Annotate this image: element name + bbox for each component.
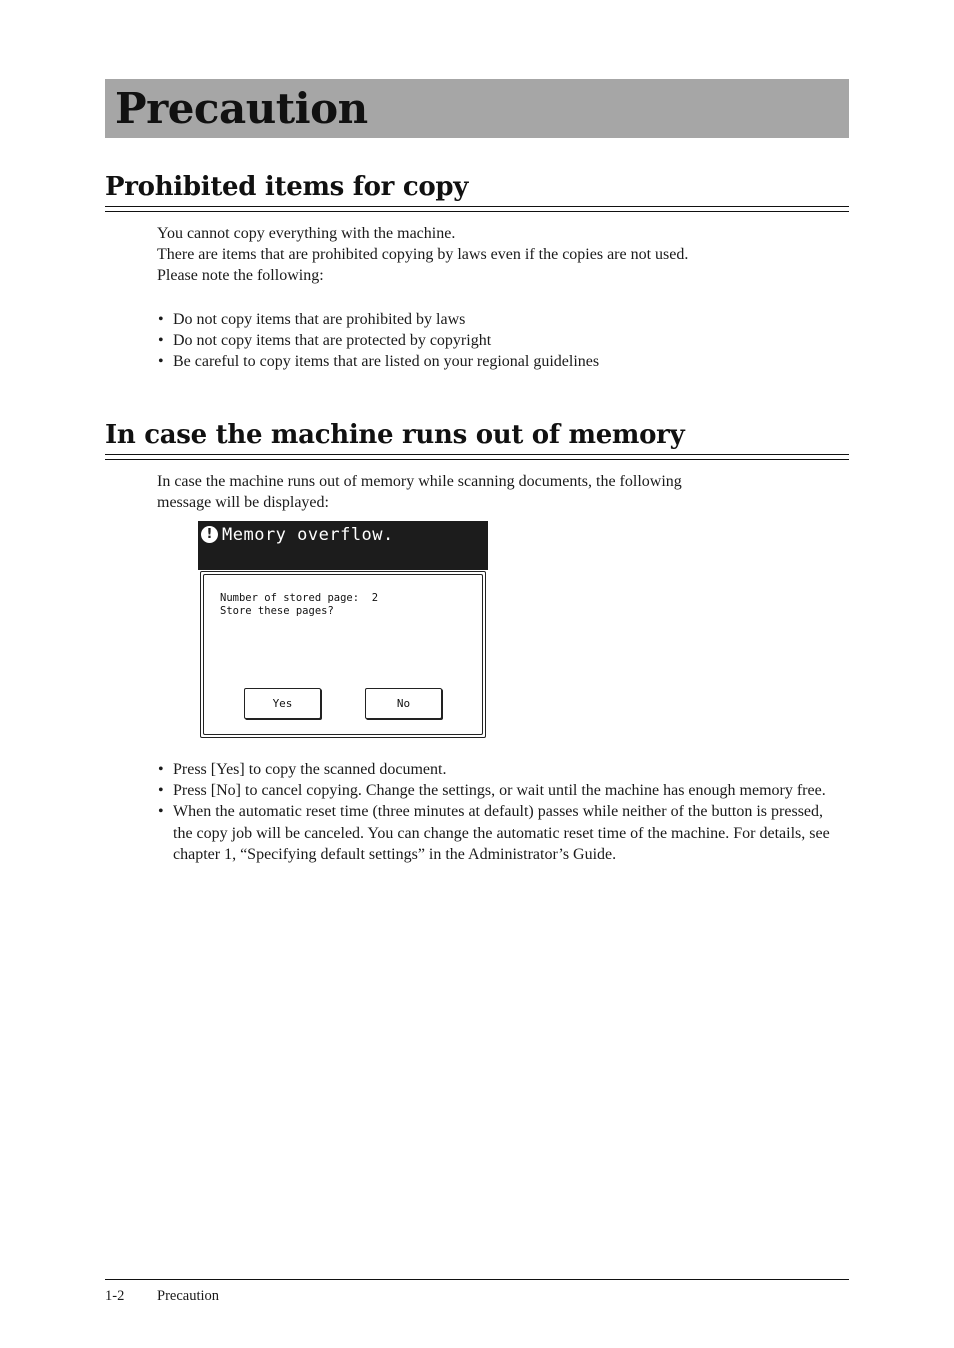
intro-line: You cannot copy everything with the machine. <box>157 225 456 242</box>
footer-rule <box>105 1279 849 1280</box>
intro-line: message will be displayed: <box>157 494 329 512</box>
memory-notes <box>157 759 837 865</box>
store-prompt: Store these pages? <box>220 604 334 617</box>
list-item: • Do not copy items that are protected by copyright <box>157 330 847 351</box>
list-item: • Press [Yes] to copy the scanned document. <box>157 759 837 780</box>
yes-button[interactable]: Yes <box>244 688 321 719</box>
memory-overflow-screen <box>198 521 488 739</box>
list-item: • Press [No] to cancel copying. Change the settings, or wait until the machine has enough memory free. <box>157 780 837 801</box>
screen-title: Memory overflow. <box>222 525 394 545</box>
section-title-prohibited: Prohibited items for copy <box>105 172 469 202</box>
section-title-memory: In case the machine runs out of memory <box>105 420 685 450</box>
exclamation-icon: ! <box>201 526 218 543</box>
confirm-dialog <box>200 571 486 738</box>
chapter-title-bar <box>105 79 849 138</box>
intro-line: Please note the following: <box>157 267 324 285</box>
memory-list <box>157 759 837 865</box>
list-item: • When the automatic reset time (three minutes at default) passes while neither of the button is pressed, the copy job will be canceled. You can change the automatic reset time of the machine. For details, see chapter 1, “Specifying default settings” in the Administrator’s Guide. <box>157 801 837 865</box>
memory-intro <box>157 471 847 513</box>
section-rule-prohibited <box>105 206 849 212</box>
dialog-message <box>220 592 378 617</box>
intro-line: In case the machine runs out of memory while scanning documents, the following <box>157 473 682 490</box>
section-rule-memory <box>105 454 849 460</box>
intro-line: There are items that are prohibited copying by laws even if the copies are not used. <box>157 246 689 264</box>
page-number: 1-2 <box>105 1288 125 1304</box>
list-item: • Do not copy items that are prohibited by laws <box>157 309 847 330</box>
dialog-frame <box>203 574 483 735</box>
list-item: • Be careful to copy items that are listed on your regional guidelines <box>157 351 847 372</box>
stored-page-count: Number of stored page: 2 <box>220 592 379 604</box>
no-button[interactable]: No <box>365 688 442 719</box>
footer-chapter-title: Precaution <box>157 1288 220 1304</box>
screen-header <box>198 521 488 570</box>
prohibited-body <box>157 223 847 372</box>
chapter-title: Precaution <box>115 84 368 133</box>
prohibited-list <box>157 309 847 373</box>
